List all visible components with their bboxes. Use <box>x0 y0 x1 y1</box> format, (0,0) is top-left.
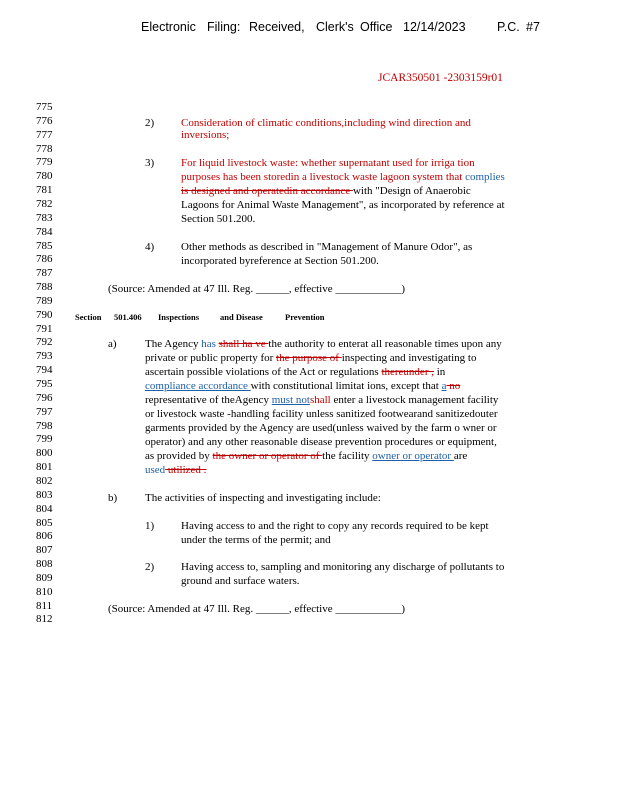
line-number: 792 <box>36 336 53 349</box>
b1-number: 1) <box>145 520 155 532</box>
subsection-b-line1: The activities of inspecting and investigating include: <box>145 492 381 504</box>
subsection-a-line9 <box>145 450 467 462</box>
a-l3-deleted: thereunder , <box>381 366 434 378</box>
line-number: 795 <box>36 378 53 390</box>
a-l9-deleted: the owner or operator of <box>212 450 323 462</box>
line-number: 777 <box>36 128 53 141</box>
line-number: 796 <box>36 391 53 404</box>
line-number: 806 <box>36 530 53 543</box>
a-l3-text: ascertain possible violations of the Act or regulations <box>145 366 382 378</box>
line-number: 789 <box>36 294 53 307</box>
a-l5-shall: shall <box>309 394 331 406</box>
line-number: 776 <box>36 114 53 127</box>
line-number: 784 <box>36 225 53 238</box>
subsection-a-number: a) <box>108 338 117 350</box>
a-l5-rest: enter a livestock management facility <box>330 394 499 406</box>
line-number: 779 <box>36 156 53 169</box>
subsection-a-line4 <box>145 380 460 392</box>
a-l1-text: The Agency <box>145 338 202 350</box>
section-label: Section <box>75 312 102 322</box>
a-l5-inserted: must not <box>271 394 310 406</box>
item-3-line2 <box>181 171 505 183</box>
line-number: 778 <box>36 142 53 155</box>
item-3-deleted-text: is designed and operatedin accordance <box>181 185 353 197</box>
line-number: 812 <box>36 613 53 626</box>
header-electronic: Electronic <box>141 20 196 34</box>
header-pc: P.C. <box>497 20 520 34</box>
subsection-a-line8: operator) and any other reasonable disease prevention procedures or equipment, <box>145 436 497 448</box>
line-number: 781 <box>36 184 53 197</box>
subsection-a-line10 <box>145 464 206 476</box>
line-number: 798 <box>36 419 53 432</box>
line-number: 786 <box>36 253 53 266</box>
line-number: 809 <box>36 571 53 584</box>
line-number: 791 <box>36 322 53 335</box>
header-office: Office <box>360 20 393 34</box>
a-l9-inserted: owner or operator <box>372 450 454 462</box>
header-date: 12/14/2023 <box>403 20 466 34</box>
item-2-line1: Consideration of climatic conditions,including wind direction and <box>181 117 471 129</box>
b1-line1: Having access to and the right to copy any records required to be kept <box>181 520 489 532</box>
item-3-line2-text: purposes has been storedin a livestock waste lagoon system that <box>181 171 466 183</box>
line-number: 780 <box>36 170 53 183</box>
line-number: 787 <box>36 267 53 280</box>
item-3-complies: complies <box>465 171 505 183</box>
item-3-line1: For liquid livestock waste: whether supernatant used for irriga tion <box>181 157 475 169</box>
line-number: 808 <box>36 558 53 571</box>
header-received: Received, <box>249 20 305 34</box>
subsection-a-line1 <box>145 338 502 350</box>
source-note-2: (Source: Amended at 47 Ill. Reg. ______, effective ____________) <box>108 603 406 615</box>
document-id: JCAR350501 -2303159r01 <box>378 72 503 84</box>
a-l4-inserted: compliance accordance <box>145 380 251 392</box>
line-number: 799 <box>36 433 53 446</box>
source-note-1: (Source: Amended at 47 Ill. Reg. ______, effective ____________) <box>108 283 406 295</box>
header-filing: Filing: <box>207 20 241 34</box>
line-number: 790 <box>36 308 53 321</box>
item-3-line3-text: with "Design of Anaerobic <box>352 185 471 197</box>
line-number: 801 <box>36 461 53 474</box>
item-2-line2: inversions; <box>181 129 230 141</box>
a-l9-text: as provided by <box>145 450 213 462</box>
line-number: 804 <box>36 502 53 515</box>
b2-line2: ground and surface waters. <box>181 575 300 587</box>
item-4-line2: incorporated byreference at Section 501.200. <box>181 255 379 267</box>
a-l2-deleted: the purpose of <box>276 352 342 364</box>
line-number: 807 <box>36 544 53 557</box>
line-number: 782 <box>36 197 53 210</box>
a-l9-are: are <box>453 450 468 462</box>
a-l10-used: used <box>145 464 166 476</box>
a-l1-deleted: shall ha ve <box>218 338 269 350</box>
a-l1-inserted: has <box>201 338 216 350</box>
a-l1-rest: the authority to enterat all reasonable times upon any <box>268 338 502 350</box>
b2-line1: Having access to, sampling and monitoring any discharge of pollutants to <box>181 561 505 573</box>
item-3-line4: Lagoons for Animal Waste Management", as incorporated by reference at <box>181 199 505 211</box>
section-title-2: and Disease <box>220 312 263 322</box>
line-number: 810 <box>36 585 53 598</box>
line-number: 800 <box>36 447 53 460</box>
subsection-a-line2 <box>145 352 476 364</box>
line-number: 793 <box>36 350 53 363</box>
line-number: 794 <box>36 364 53 377</box>
line-number: 805 <box>36 516 53 529</box>
line-number: 797 <box>36 405 53 418</box>
subsection-b-number: b) <box>108 492 118 504</box>
subsection-a-line6: or livestock waste -handling facility unless sanitized footwearand sanitizedouter <box>145 408 498 420</box>
item-3-line5: Section 501.200. <box>181 213 256 225</box>
line-number: 775 <box>36 101 53 113</box>
a-l4-inserted-a: a <box>441 380 447 392</box>
item-4-number: 4) <box>145 241 155 253</box>
subsection-a-line5 <box>145 394 498 406</box>
b2-number: 2) <box>145 561 155 573</box>
a-l2-rest: inspecting and investigating to <box>341 352 477 364</box>
item-2-number: 2) <box>145 117 155 129</box>
line-number: 788 <box>36 281 53 294</box>
subsection-a-line3 <box>145 366 445 378</box>
subsection-a-line7: garments provided by the Agency are used(unless waived by the farm o wner or <box>145 422 497 434</box>
line-number: 811 <box>36 599 53 612</box>
section-title-3: Prevention <box>285 312 325 322</box>
section-number: 501.406 <box>114 312 142 322</box>
line-number: 802 <box>36 474 53 487</box>
line-number: 803 <box>36 488 53 501</box>
filing-header <box>0 20 618 38</box>
a-l4-text: with constitutional limitat ions, except that <box>250 380 442 392</box>
a-l10-deleted: utilized . <box>165 464 207 476</box>
item-3-line3 <box>181 185 471 197</box>
item-3-number: 3) <box>145 157 155 169</box>
a-l4-deleted-no: no <box>446 380 461 392</box>
line-number: 785 <box>36 239 53 252</box>
b1-line2: under the terms of the permit; and <box>181 534 331 546</box>
section-title-1: Inspections <box>158 312 200 322</box>
header-pc-number: #7 <box>526 20 540 34</box>
a-l3-rest: in <box>433 366 446 378</box>
item-4-line1: Other methods as described in "Management of Manure Odor", as <box>181 241 473 253</box>
a-l9-facility: the facility <box>322 450 373 462</box>
line-number: 783 <box>36 211 53 224</box>
a-l5-text: representative of theAgency <box>145 394 272 406</box>
header-clerks: Clerk's <box>316 20 354 34</box>
a-l2-text: private or public property for <box>145 352 277 364</box>
